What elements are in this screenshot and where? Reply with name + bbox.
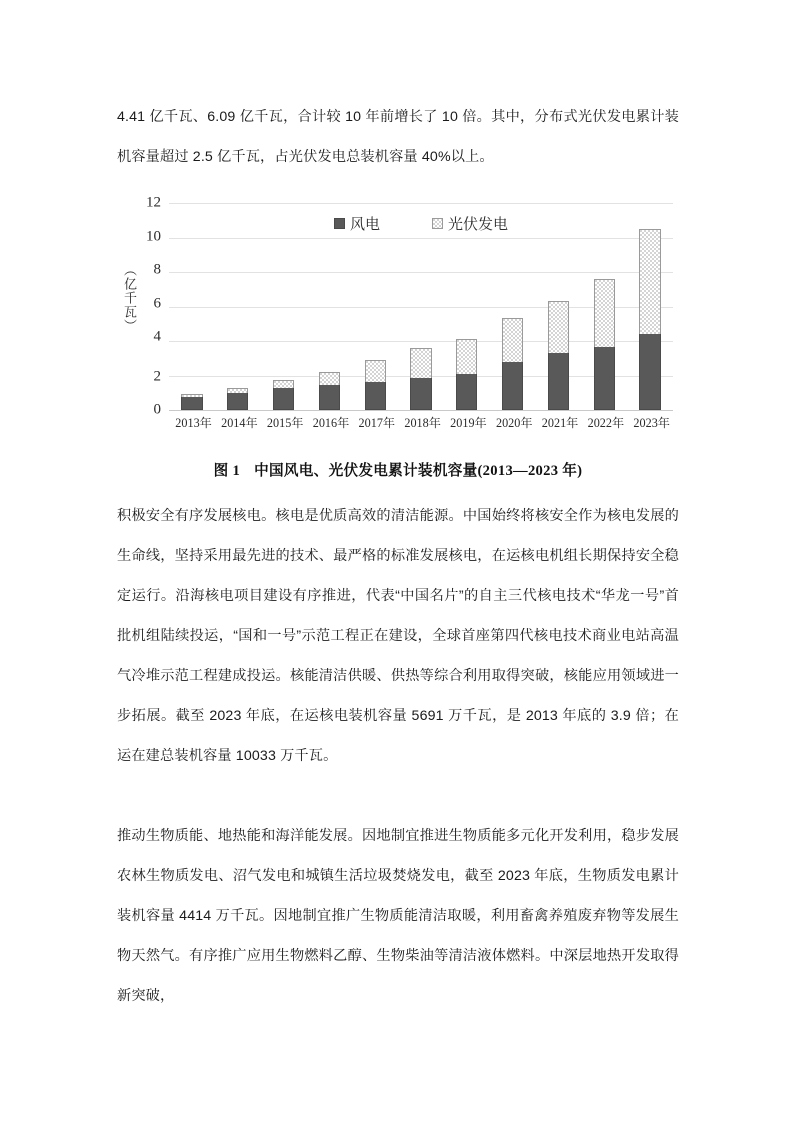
bar-segment-wind [548,353,569,410]
bar-segment-wind [410,378,431,410]
bar-column [175,203,208,410]
page-content [117,97,679,1016]
figure-caption-number: 图 1 [213,463,241,479]
x-axis-label: 2014年 [221,416,258,430]
y-tick-12: 12 [146,194,161,211]
bar-column [359,203,392,410]
bar-segment-wind [365,382,386,410]
bar-segment-wind [594,347,615,410]
bar-column [588,203,621,410]
x-axis-label: 2020年 [495,416,533,430]
bar-column [542,203,575,410]
figure-caption [117,459,679,480]
bar-column [267,203,300,410]
bar-column [633,203,666,410]
legend-swatch-solar-icon [432,218,443,229]
paragraph-nuclear: 积极安全有序发展核电。核电是优质高效的清洁能源。中国始终将核安全作为核电发展的生命线，坚持采用最先进的技术、最严格的标准发展核电，在运核电机组长期保持安全稳定运行。沿海核电项目建设有序推进，代表“中国名片”的自主三代核电技术“华龙一号”首批机组陆续投运，“国和一号”示范工程正在建设，全球首座第四代核电技术商业电站高温气冷堆示范工程建成投运。核能清洁供暖、供热等综合利用取得突破，核能应用领域进一步拓展。截至 2023 年底，在运核电装机容量 5691 万千瓦，是 2013 年底的 3.9 倍；在运在建总装机容量 10033 万千瓦。 [117,508,679,764]
bar-segment-solar [594,279,615,347]
bar-column [450,203,483,410]
x-axis-label: 2015年 [266,416,304,430]
bar-segment-solar [365,360,386,382]
x-axis-label: 2022年 [587,416,625,430]
legend-label-solar: 光伏发电 [448,217,509,233]
bar-segment-wind [456,374,477,410]
bar-segment-solar [410,348,431,378]
chart-plot-area [169,203,673,411]
y-tick-2: 2 [153,368,161,384]
x-axis-label: 2021年 [541,416,579,430]
y-tick-0: 0 [153,401,161,418]
y-tick-6: 6 [153,295,161,311]
bar-segment-wind [273,388,294,410]
bar-column [404,203,437,410]
bar-segment-wind [319,385,340,410]
chart-legend [169,213,673,234]
bar-column [313,203,346,410]
legend-swatch-wind-icon [334,218,345,229]
x-axis-label: 2019年 [450,416,487,430]
bar-segment-wind [502,362,523,410]
x-axis-label: 2023年 [633,416,670,430]
bar-segment-wind [639,334,660,410]
bar-segment-solar [639,229,660,334]
y-tick-4: 4 [153,328,161,345]
chart-bars [169,203,673,410]
paragraph-biomass: 推动生物质能、地热能和海洋能发展。因地制宜推进生物质能多元化开发利用，稳步发展农林生物质发电、沼气发电和城镇生活垃圾焚烧发电，截至 2023 年底，生物质发电累计装机容量 4414 万千瓦。因地制宜推广生物质能清洁取暖，利用畜禽养殖废弃物等发展生物天然气。有序推广应用生物燃料乙醇、生物柴油等清洁液体燃料。中深层地热开发取得新突破， [117,828,679,1004]
bar-column [221,203,254,410]
bar-segment-solar [273,380,294,387]
bar-segment-solar [548,301,569,354]
x-axis-labels [169,414,673,431]
bar-segment-wind [227,393,248,410]
figure-caption-text: 中国风电、光伏发电累计装机容量(2013—2023 年) [254,463,583,479]
bar-segment-solar [502,318,523,362]
paragraph-gap [117,776,679,816]
legend-item-wind [334,213,380,234]
figure-1 [117,195,679,480]
y-axis-unit-label: （亿千瓦） [122,263,137,333]
bar-segment-solar [456,339,477,374]
paragraph-top: 4.41 亿千瓦、6.09 亿千瓦，合计较 10 年前增长了 10 倍。其中，分布式光伏发电累计装机容量超过 2.5 亿千瓦，占光伏发电总装机容量 40%以上。 [117,109,679,165]
chart-stacked-bar [117,195,679,445]
legend-label-wind: 风电 [349,217,380,233]
bar-segment-wind [181,397,202,410]
y-axis-ticks [135,194,165,418]
x-axis-label: 2013年 [175,416,212,430]
x-axis-label: 2018年 [404,416,441,430]
bar-column [496,203,529,410]
bar-segment-solar [319,372,340,385]
y-tick-10: 10 [146,228,161,244]
x-axis-label: 2017年 [358,416,396,430]
y-tick-8: 8 [153,261,161,278]
legend-item-solar [432,213,508,234]
x-axis-label: 2016年 [312,416,350,430]
